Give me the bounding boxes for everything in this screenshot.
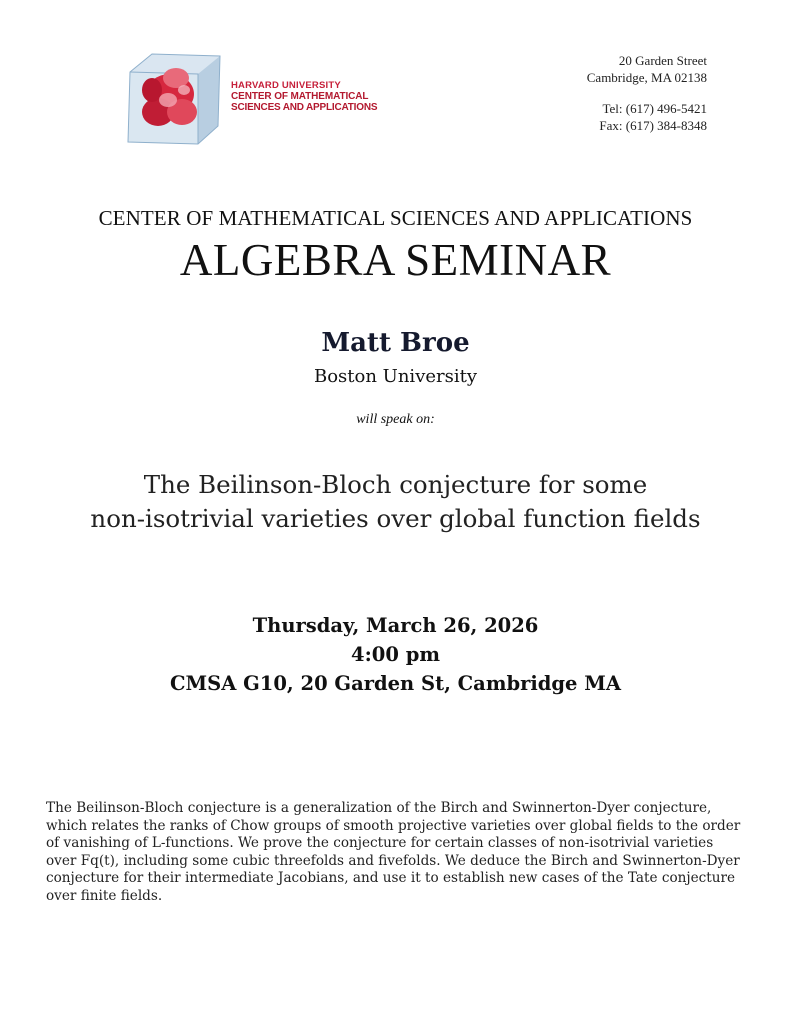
logo-line-university: HARVARD UNIVERSITY [231,80,341,91]
event-date: Thursday, March 26, 2026 [252,614,539,637]
speaker-name: Matt Broe [321,328,470,358]
address-fax: Fax: (617) 384-8348 [599,118,707,133]
cmsa-logo [124,50,378,146]
event-time: 4:00 pm [351,643,440,666]
logo-line-sciences: SCIENCES AND APPLICATIONS [231,102,378,113]
logo-line-center: CENTER OF MATHEMATICAL [231,91,369,102]
contact-address [587,52,707,134]
talk-title-line-2: non-isotrivial varieties over global function fields [90,504,701,533]
logo-wordmark [231,80,377,113]
address-tel: Tel: (617) 496-5421 [602,101,707,116]
address-city: Cambridge, MA 02138 [586,70,707,85]
talk-title [0,468,791,536]
speak-on-label: will speak on: [356,412,435,427]
speaker-affiliation: Boston University [313,366,478,387]
cube-logo-icon [124,50,224,146]
talk-title-line-1: The Beilinson-Bloch conjecture for some [143,470,648,499]
seminar-title: ALGEBRA SEMINAR [179,235,612,285]
talk-abstract: The Beilinson-Bloch conjecture is a generalization of the Birch and Swinnerton-Dyer conjecture, which relates the ranks of Chow groups of smooth projective varieties over global fields to the order of vanishing of L-functions. We prove the conjecture for certain classes of non-isotrivial varieties over Fq(t), including some cubic threefolds and fivefolds. We deduce the Birch and Swinnerton-Dyer conjecture for their intermediate Jacobians, and use it to establish new cases of the Tate conjecture over finite fields. [46,800,741,904]
event-details [0,611,791,698]
center-name-heading: CENTER OF MATHEMATICAL SCIENCES AND APPLICATIONS [98,206,693,230]
address-street: 20 Garden Street [618,53,707,68]
event-location: CMSA G10, 20 Garden St, Cambridge MA [170,672,621,695]
